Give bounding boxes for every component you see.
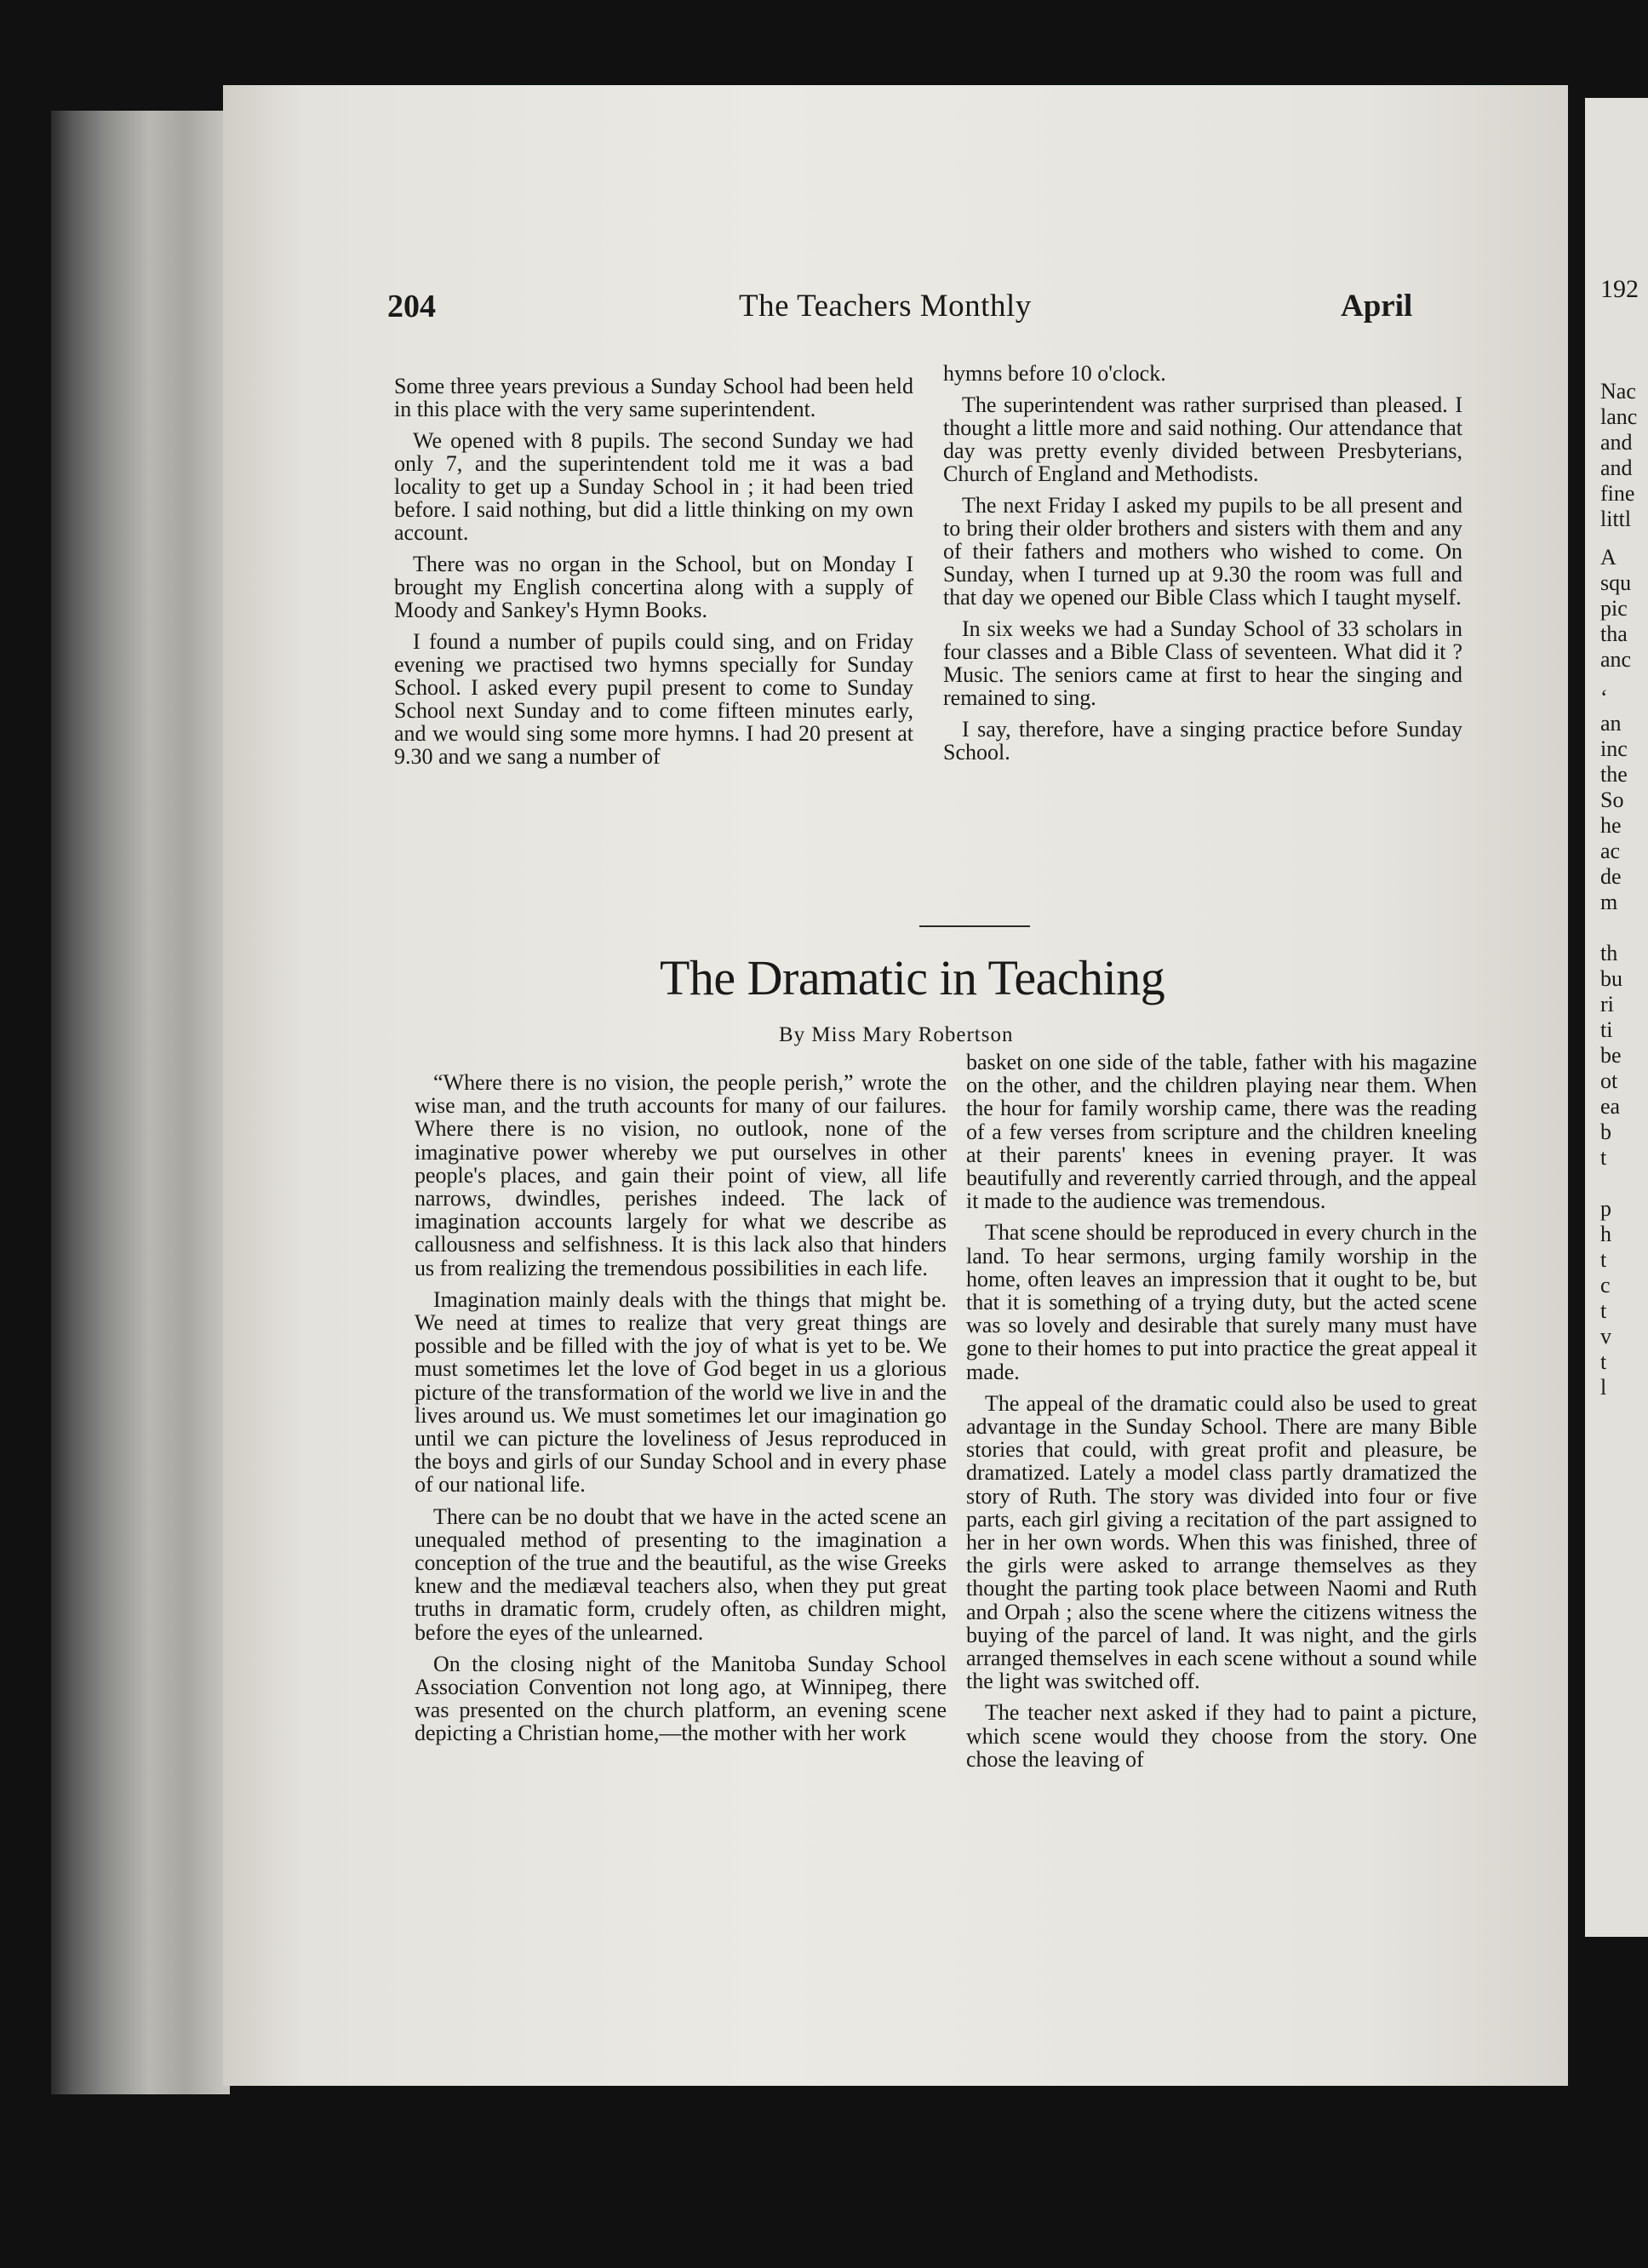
facing-page-line-fragment: ri — [1600, 992, 1614, 1017]
facing-page-line-fragment: t — [1600, 1298, 1607, 1323]
facing-page-line-fragment: an — [1600, 711, 1622, 736]
facing-page-line-fragment: Nac — [1600, 379, 1636, 404]
facing-page-line-fragment: and — [1600, 455, 1633, 480]
paragraph: hymns before 10 o'clock. — [943, 361, 1166, 386]
facing-page-line-fragment: c — [1600, 1273, 1611, 1297]
facing-page-line-fragment: tha — [1600, 621, 1628, 646]
issue-month: April — [1341, 289, 1413, 324]
paragraph: The next Friday I asked my pupils to be all present and to bring their older brothers and sisters with them and any of their fathers and mothers who wished to come. On Sunday, when I turned up at 9.30 the room was full and that day we opened our Bible Class which I taught myself. — [943, 493, 1462, 610]
facing-page-line-fragment: l — [1600, 1375, 1607, 1400]
paragraph: There can be no doubt that we have in the acted scene an unequaled method of presenting to the imagination a conception of the true and the beautiful, as the wise Greeks knew and the mediæval teachers also, when they put great truths in dramatic form, crudely often, as children might, before the eyes of the unlearned. — [415, 1503, 947, 1645]
facing-page-line-fragment: and — [1600, 430, 1633, 455]
facing-page-line-fragment: th — [1600, 941, 1618, 965]
top-article-column-1 — [394, 375, 913, 776]
facing-page-line-fragment: he — [1600, 813, 1622, 838]
top-article-column-2 — [943, 362, 1462, 772]
facing-page-line-fragment: inc — [1600, 736, 1628, 761]
facing-page-line-fragment: A — [1600, 545, 1617, 570]
paragraph: The appeal of the dramatic could also be used to great advantage in the Sunday School. There are many Bible stories that could, with great profit and pleasure, be dramatized. Lately a model class partly dramatized the story of Ruth. The story was divided into four or five parts, each girl giving a recitation of the part assigned to her in her own words. When this was finished, three of the girls were asked to arrange themselves as they thought the parting took place between Naomi and Ruth and Orpah ; also the scene where the citizens witness the buying of the parcel of land. It was night, and the girls arranged themselves in each scene without a sound while the light was switched off. — [966, 1390, 1477, 1694]
facing-page-line-fragment: de — [1600, 864, 1622, 889]
main-article-column-1 — [415, 1071, 947, 1754]
facing-page-line-fragment: ‘ — [1600, 685, 1608, 710]
facing-page-line-fragment: b — [1600, 1120, 1611, 1144]
paragraph: Some three years previous a Sunday School had been held in this place with the very same superintendent. — [394, 374, 913, 421]
facing-page-line-fragment: ac — [1600, 839, 1621, 863]
paragraph: Imagination mainly deals with the things that might be. We need at times to realize that very great things are possible and be filled with the joy of what is yet to be. We must sometimes let the love of God beget in us a glorious picture of the transformation of the world we live in and the lives around us. We must sometimes let our imagination go until we can picture the loveliness of Jesus reproduced in the boys and girls of our Sunday School and in every phase of our national life. — [415, 1286, 947, 1498]
paragraph: On the closing night of the Manitoba Sunday School Association Convention not long ago, at Winnipeg, there was presented on the church platform, an evening scene depicting a Christian home,—the mother with her work — [415, 1651, 947, 1746]
facing-page-line-fragment: So — [1600, 788, 1624, 812]
facing-page-line-fragment: bu — [1600, 966, 1622, 991]
paragraph: That scene should be reproduced in every church in the land. To hear sermons, urging family worship in the home, often leaves an impression that it ought to be, but that it is something of a trying duty, but the acted scene was so lovely and desirable that surely many must have gone to their homes to put into practice the great appeal it made. — [966, 1220, 1477, 1384]
paragraph: I found a number of pupils could sing, and on Friday evening we practised two hymns specially for Sunday School. I asked every pupil present to come to Sunday School next Sunday and to come fifteen minutes early, and we would sing some more hymns. I had 20 present at 9.30 and we sang a number of — [394, 629, 913, 769]
paragraph: The superintendent was rather surprised than pleased. I thought a little more and said nothing. Our attendance that day was pretty evenly divided between Presbyterians, Church of England and Methodists. — [943, 392, 1462, 486]
facing-page-line-fragment: lanc — [1600, 404, 1638, 429]
facing-page-line-fragment: ea — [1600, 1094, 1621, 1119]
section-divider — [919, 925, 1030, 927]
article-title: The Dramatic in Teaching — [660, 950, 1165, 1005]
paragraph: I say, therefore, have a singing practice before Sunday School. — [943, 717, 1462, 765]
facing-page-line-fragment: p — [1600, 1196, 1611, 1221]
facing-page-line-fragment: t — [1600, 1349, 1607, 1374]
paragraph: There was no organ in the School, but on Monday I brought my English concertina along with a supply of Moody and Sankey's Hymn Books. — [394, 552, 913, 622]
facing-page-line-fragment: m — [1600, 890, 1618, 914]
facing-page-line-fragment: fine — [1600, 481, 1635, 506]
page-number: 204 — [387, 289, 436, 324]
article-byline: By Miss Mary Robertson — [779, 1023, 1014, 1046]
facing-page-line-fragment: littl — [1600, 507, 1632, 531]
paragraph: The teacher next asked if they had to paint a picture, which scene would they choose from the story. One chose the leaving of — [966, 1700, 1477, 1772]
facing-page-line-fragment: t — [1600, 1247, 1607, 1272]
facing-page-edge — [1585, 98, 1648, 1937]
facing-page-line-fragment: h — [1600, 1222, 1611, 1246]
paragraph: basket on one side of the table, father with his magazine on the other, and the children playing near them. When the hour for family worship came, there was the reading of a few verses from scripture and the children kneeling at their parents' knees in evening prayer. It was beautifully and reverently carried through, and the appeal it made to the audience was tremendous. — [966, 1050, 1477, 1214]
facing-page-line-fragment: v — [1600, 1324, 1611, 1349]
main-article-column-2 — [966, 1051, 1477, 1779]
facing-page-year: 192 — [1600, 275, 1639, 303]
facing-page-line-fragment: be — [1600, 1043, 1622, 1068]
facing-page-line-fragment: anc — [1600, 647, 1632, 672]
facing-page-line-fragment: ti — [1600, 1017, 1613, 1042]
facing-page-line-fragment: pic — [1600, 596, 1628, 621]
journal-title: The Teachers Monthly — [739, 289, 1032, 324]
paragraph: “Where there is no vision, the people perish,” wrote the wise man, and the truth accounts for many of our failures. Where there is no vision, no outlook, none of the imaginative power whereby we put ourselves in other people's places, and gain their point of view, all life narrows, dwindles, perishes indeed. The lack of imagination accounts largely for what we describe as callousness and selfishness. It is this lack also that hinders us from realizing the tremendous possibilities in each life. — [415, 1070, 947, 1280]
facing-page-line-fragment: ot — [1600, 1068, 1618, 1093]
paragraph: In six weeks we had a Sunday School of 33 scholars in four classes and a Bible Class of seventeen. What did it ? Music. The seniors came at first to hear the singing and remained to sing. — [943, 616, 1462, 710]
paragraph: We opened with 8 pupils. The second Sunday we had only 7, and the superintendent told me it was a bad locality to get up a Sunday School in ; it had been tried before. I said nothing, but did a little thinking on my own account. — [394, 428, 913, 545]
facing-page-line-fragment: the — [1600, 762, 1628, 787]
book-page-edges — [51, 111, 230, 2094]
facing-page-line-fragment: t — [1600, 1145, 1607, 1170]
facing-page-line-fragment: squ — [1600, 570, 1632, 595]
